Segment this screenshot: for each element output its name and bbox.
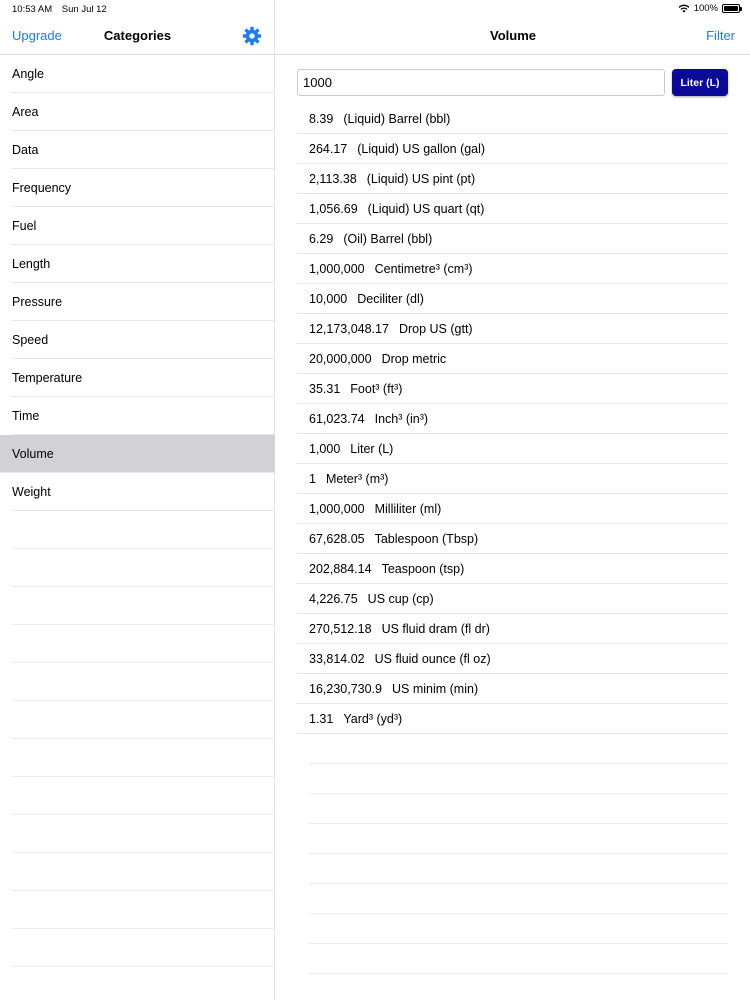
empty-result-row bbox=[297, 914, 728, 944]
empty-list-row bbox=[0, 511, 275, 549]
result-unit: (Liquid) US gallon (gal) bbox=[357, 142, 486, 156]
sidebar-header bbox=[0, 18, 275, 55]
result-value: 202,884.14 bbox=[309, 562, 372, 576]
empty-result-row bbox=[297, 854, 728, 884]
main-header bbox=[276, 18, 750, 55]
result-unit: US fluid ounce (fl oz) bbox=[374, 652, 491, 666]
result-value: 270,512.18 bbox=[309, 622, 372, 636]
filter-button[interactable]: Filter bbox=[706, 28, 735, 43]
result-row[interactable] bbox=[297, 314, 728, 344]
result-value: 35.31 bbox=[309, 382, 341, 396]
sidebar-item-area[interactable]: Area bbox=[0, 93, 275, 131]
empty-list-row bbox=[0, 929, 275, 967]
empty-list-row bbox=[0, 891, 275, 929]
result-row[interactable] bbox=[297, 674, 728, 704]
result-unit: (Liquid) US pint (pt) bbox=[366, 172, 476, 186]
result-unit: (Oil) Barrel (bbl) bbox=[343, 232, 433, 246]
sidebar-item-temperature[interactable]: Temperature bbox=[0, 359, 275, 397]
result-row[interactable] bbox=[297, 284, 728, 314]
sidebar-item-pressure[interactable]: Pressure bbox=[0, 283, 275, 321]
status-time: 10:53 AM bbox=[12, 4, 53, 15]
empty-list-row bbox=[0, 777, 275, 815]
result-unit: Drop US (gtt) bbox=[398, 322, 473, 336]
result-row[interactable] bbox=[297, 104, 728, 134]
result-row[interactable] bbox=[297, 164, 728, 194]
result-value: 4,226.75 bbox=[309, 592, 358, 606]
result-value: 8.39 bbox=[309, 112, 334, 126]
result-unit: Drop metric bbox=[381, 352, 447, 366]
result-row[interactable] bbox=[297, 464, 728, 494]
result-unit: US minim (min) bbox=[392, 682, 479, 696]
result-value: 1,000,000 bbox=[309, 502, 365, 516]
result-value: 61,023.74 bbox=[309, 412, 365, 426]
result-value: 1,000,000 bbox=[309, 262, 365, 276]
sidebar-item-volume[interactable]: Volume bbox=[0, 435, 275, 473]
sidebar-title: Categories bbox=[103, 28, 172, 43]
result-row[interactable] bbox=[297, 134, 728, 164]
upgrade-button[interactable]: Upgrade bbox=[12, 28, 62, 43]
result-value: 1,056.69 bbox=[309, 202, 358, 216]
result-row[interactable] bbox=[297, 224, 728, 254]
result-unit: Centimetre³ (cm³) bbox=[374, 262, 473, 276]
empty-list-row bbox=[0, 587, 275, 625]
status-date: Sun Jul 12 bbox=[61, 4, 107, 15]
result-unit: Meter³ (m³) bbox=[325, 472, 389, 486]
result-unit: Yard³ (yd³) bbox=[343, 712, 403, 726]
empty-result-row bbox=[297, 794, 728, 824]
sidebar-item-data[interactable]: Data bbox=[0, 131, 275, 169]
unit-select-button[interactable]: Liter (L) bbox=[672, 69, 728, 96]
category-list bbox=[0, 55, 275, 1000]
result-value: 1,000 bbox=[309, 442, 341, 456]
sidebar-item-speed[interactable]: Speed bbox=[0, 321, 275, 359]
sidebar-item-fuel[interactable]: Fuel bbox=[0, 207, 275, 245]
result-unit: Foot³ (ft³) bbox=[350, 382, 403, 396]
result-value: 1 bbox=[309, 472, 316, 486]
result-row[interactable] bbox=[297, 494, 728, 524]
result-row[interactable] bbox=[297, 254, 728, 284]
result-value: 33,814.02 bbox=[309, 652, 365, 666]
sidebar-item-time[interactable]: Time bbox=[0, 397, 275, 435]
result-list bbox=[297, 104, 728, 1000]
result-unit: Deciliter (dl) bbox=[357, 292, 424, 306]
page-title: Volume bbox=[490, 28, 536, 43]
empty-list-row bbox=[0, 625, 275, 663]
result-unit: Inch³ (in³) bbox=[374, 412, 429, 426]
sidebar-item-weight[interactable]: Weight bbox=[0, 473, 275, 511]
result-value: 10,000 bbox=[309, 292, 348, 306]
empty-result-row bbox=[297, 974, 728, 1000]
result-row[interactable] bbox=[297, 434, 728, 464]
result-value: 1.31 bbox=[309, 712, 334, 726]
empty-result-row bbox=[297, 734, 728, 764]
empty-list-row bbox=[0, 739, 275, 777]
result-unit: (Liquid) US quart (qt) bbox=[367, 202, 485, 216]
result-row[interactable] bbox=[297, 344, 728, 374]
empty-list-row bbox=[0, 701, 275, 739]
result-unit: Liter (L) bbox=[350, 442, 394, 456]
sidebar bbox=[0, 0, 275, 1000]
empty-result-row bbox=[297, 764, 728, 794]
result-value: 16,230,730.9 bbox=[309, 682, 382, 696]
result-row[interactable] bbox=[297, 614, 728, 644]
result-value: 67,628.05 bbox=[309, 532, 365, 546]
result-unit: US cup (cp) bbox=[367, 592, 434, 606]
result-value: 20,000,000 bbox=[309, 352, 372, 366]
result-row[interactable] bbox=[297, 524, 728, 554]
sidebar-item-frequency[interactable]: Frequency bbox=[0, 169, 275, 207]
result-value: 6.29 bbox=[309, 232, 334, 246]
result-unit: Teaspoon (tsp) bbox=[381, 562, 465, 576]
empty-result-row bbox=[297, 824, 728, 854]
empty-list-row bbox=[0, 853, 275, 891]
result-row[interactable] bbox=[297, 404, 728, 434]
empty-result-row bbox=[297, 944, 728, 974]
gear-icon[interactable] bbox=[242, 26, 262, 46]
result-unit: (Liquid) Barrel (bbl) bbox=[343, 112, 451, 126]
result-unit: Milliliter (ml) bbox=[374, 502, 442, 516]
empty-list-row bbox=[0, 815, 275, 853]
result-row[interactable] bbox=[297, 644, 728, 674]
sidebar-item-angle[interactable]: Angle bbox=[0, 55, 275, 93]
result-row[interactable] bbox=[297, 584, 728, 614]
result-value: 12,173,048.17 bbox=[309, 322, 389, 336]
result-row[interactable] bbox=[297, 704, 728, 734]
result-unit: Tablespoon (Tbsp) bbox=[374, 532, 479, 546]
battery-percent: 100% bbox=[693, 3, 718, 14]
empty-list-row bbox=[0, 663, 275, 701]
result-row[interactable] bbox=[297, 554, 728, 584]
empty-result-row bbox=[297, 884, 728, 914]
result-value: 264.17 bbox=[309, 142, 348, 156]
sidebar-item-length[interactable]: Length bbox=[0, 245, 275, 283]
value-input[interactable] bbox=[297, 69, 665, 96]
empty-list-row bbox=[0, 549, 275, 587]
result-unit: US fluid dram (fl dr) bbox=[381, 622, 490, 636]
result-value: 2,113.38 bbox=[309, 172, 357, 186]
empty-list-row bbox=[0, 967, 275, 1000]
main-panel bbox=[276, 0, 750, 1000]
result-row[interactable] bbox=[297, 194, 728, 224]
result-row[interactable] bbox=[297, 374, 728, 404]
